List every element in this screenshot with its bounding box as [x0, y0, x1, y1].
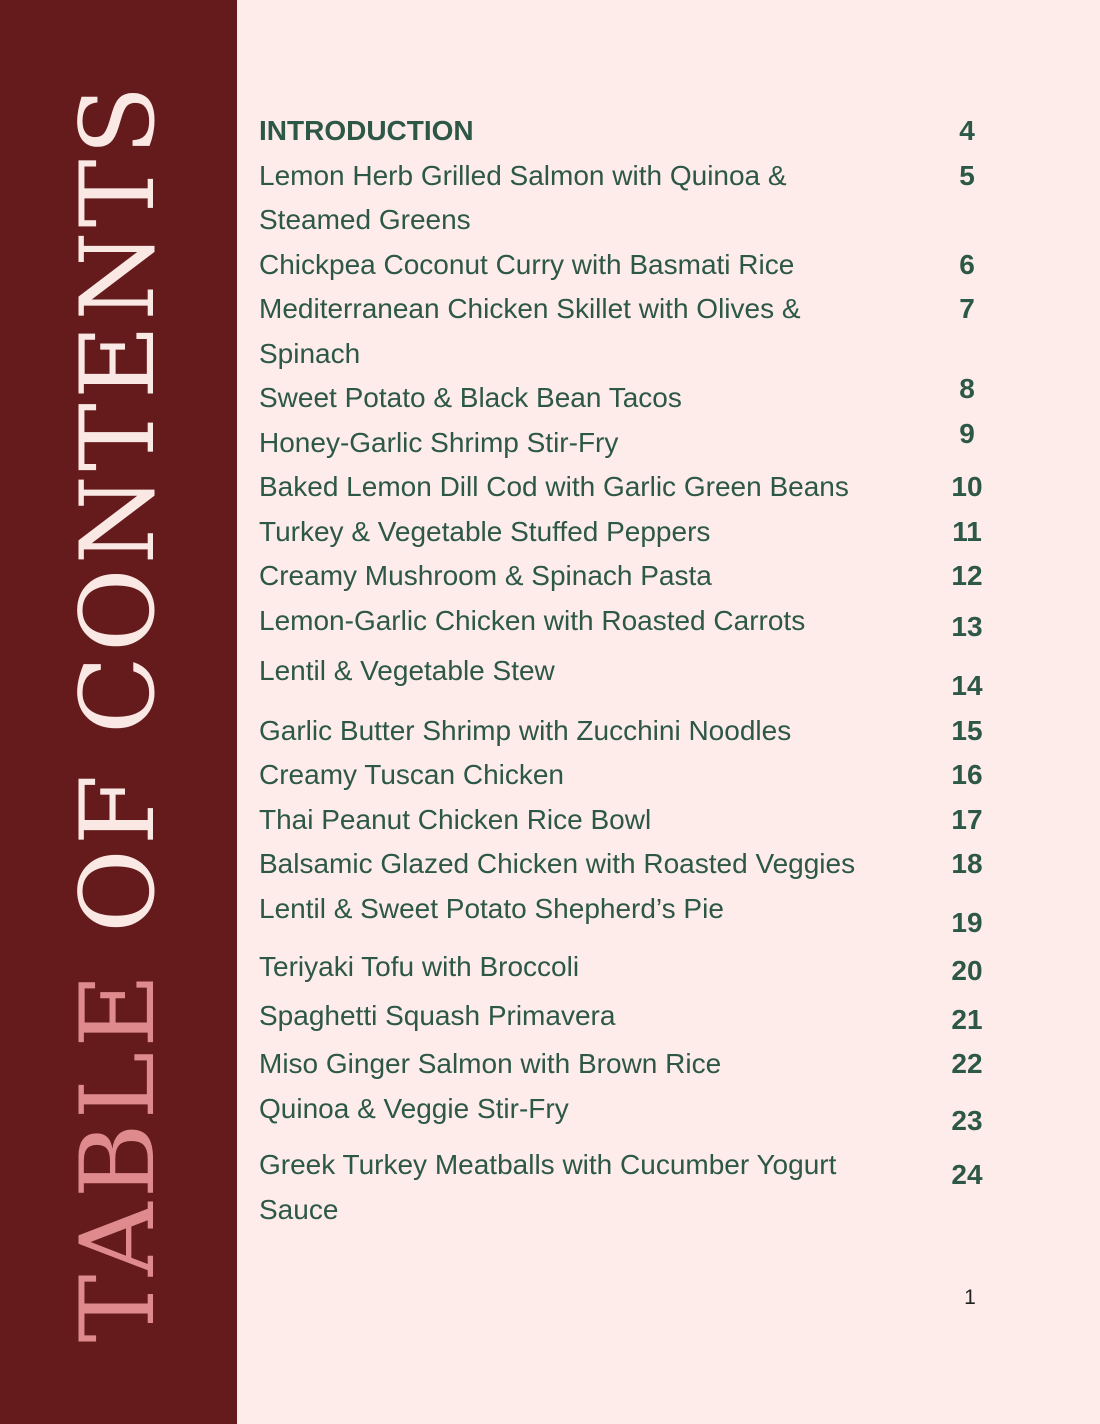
toc-page-number: 15: [951, 714, 983, 746]
toc-row: [259, 373, 990, 421]
toc-row: [259, 243, 990, 288]
toc-title: [259, 649, 944, 694]
toc-title-line: Turkey & Vegetable Stuffed Peppers: [259, 515, 711, 547]
toc-row: [259, 798, 990, 843]
toc-title: [259, 887, 944, 932]
toc-row: [259, 1087, 990, 1144]
toc-page-number: 5: [959, 159, 975, 191]
toc-row: [259, 287, 990, 376]
toc-title-line: Lemon Herb Grilled Salmon with Quinoa &: [259, 159, 787, 191]
toc-title-line: Balsamic Glazed Chicken with Roasted Veggies: [259, 848, 856, 879]
toc-title-line: Spinach: [259, 337, 361, 369]
toc-row: [259, 109, 990, 154]
toc-title: [259, 421, 944, 466]
toc-title: [259, 1042, 944, 1087]
toc-title: [259, 1087, 944, 1132]
toc-row: [259, 417, 990, 466]
toc-title-line: Lentil & Sweet Potato Shepherd’s Pie: [259, 892, 724, 924]
toc-title-line: Quinoa & Veggie Stir-Fry: [259, 1092, 569, 1124]
toc-title: [259, 154, 944, 243]
sidebar: [0, 0, 237, 1424]
toc-title-line: Thai Peanut Chicken Rice Bowl: [259, 803, 652, 835]
toc: [259, 109, 990, 1232]
toc-title-line: Creamy Tuscan Chicken: [259, 759, 565, 790]
toc-title-line: Spaghetti Squash Primavera: [259, 999, 616, 1031]
toc-page-number: 10: [951, 471, 983, 502]
toc-page-number: 21: [951, 1003, 983, 1035]
toc-page-number: 24: [951, 1159, 983, 1190]
toc-row: [259, 554, 990, 599]
toc-row: [259, 465, 990, 510]
toc-title-line: Teriyaki Tofu with Broccoli: [259, 951, 580, 982]
title-word-of-contents: OF CONTENTS: [58, 81, 178, 933]
toc-row: [259, 599, 990, 650]
toc-page-number: 12: [951, 560, 983, 591]
toc-row: [259, 154, 990, 243]
toc-title: [259, 842, 944, 887]
toc-title-line: Lentil & Vegetable Stew: [259, 655, 555, 686]
toc-page-number: 16: [951, 759, 983, 790]
toc-row: [259, 887, 990, 946]
toc-title-line: INTRODUCTION: [259, 115, 474, 146]
toc-title: [259, 753, 944, 798]
toc-title: [259, 243, 944, 288]
toc-title: [259, 994, 944, 1039]
toc-page-number: 20: [951, 955, 983, 986]
toc-title-line: Greek Turkey Meatballs with Cucumber Yogurt: [259, 1149, 837, 1180]
toc-title-line: Chickpea Coconut Curry with Basmati Rice: [259, 248, 795, 280]
toc-title-line: Lemon-Garlic Chicken with Roasted Carrots: [259, 604, 806, 636]
toc-title-line: Mediterranean Chicken Skillet with Olives &: [259, 293, 801, 324]
toc-title: [259, 798, 944, 843]
toc-row: [259, 510, 990, 555]
toc-row: [259, 842, 990, 887]
toc-page-number: 22: [951, 1048, 983, 1079]
toc-title: [259, 510, 944, 555]
toc-title: [259, 709, 944, 754]
toc-title: [259, 599, 944, 644]
toc-page-number: 6: [959, 248, 975, 280]
toc-page-number: 13: [951, 610, 983, 642]
toc-page-number: 4: [959, 115, 975, 146]
toc-content: [237, 0, 1100, 1232]
footer-page-number: 1: [964, 1286, 976, 1309]
toc-row: [259, 945, 990, 994]
toc-title-line: Miso Ginger Salmon with Brown Rice: [259, 1048, 722, 1079]
toc-page-number: 17: [951, 803, 983, 835]
toc-page-number: 8: [959, 373, 975, 404]
toc-page-number: 18: [951, 848, 983, 879]
toc-row: [259, 994, 990, 1043]
toc-page-number: 19: [951, 906, 983, 938]
toc-page-number: 7: [959, 293, 975, 324]
toc-title-line: Garlic Butter Shrimp with Zucchini Noodles: [259, 714, 792, 746]
toc-title: [259, 554, 944, 599]
toc-title-line: Sweet Potato & Black Bean Tacos: [259, 382, 682, 413]
toc-title: [259, 287, 944, 376]
toc-page-number: 14: [951, 670, 983, 701]
toc-row: [259, 1143, 990, 1232]
toc-title-line: Creamy Mushroom & Spinach Pasta: [259, 560, 712, 591]
toc-page-number: 11: [952, 515, 982, 547]
toc-title: [259, 109, 944, 154]
title-word-table: TABLE: [58, 969, 178, 1343]
toc-title-line: Sauce: [259, 1193, 339, 1225]
toc-title-line: Honey-Garlic Shrimp Stir-Fry: [259, 426, 619, 458]
toc-title-line: Baked Lemon Dill Cod with Garlic Green Beans: [259, 471, 849, 502]
toc-row: [259, 753, 990, 798]
toc-row: [259, 709, 990, 754]
toc-title-line: Steamed Greens: [259, 204, 471, 235]
toc-title: [259, 376, 944, 421]
toc-title: [259, 465, 944, 510]
toc-page-number: 23: [951, 1104, 983, 1136]
toc-title: [259, 945, 944, 990]
toc-row: [259, 649, 990, 709]
toc-page-number: 9: [959, 417, 975, 449]
toc-row: [259, 1042, 990, 1087]
toc-title: [259, 1143, 944, 1232]
table-of-contents-vertical-title: [58, 81, 178, 1343]
